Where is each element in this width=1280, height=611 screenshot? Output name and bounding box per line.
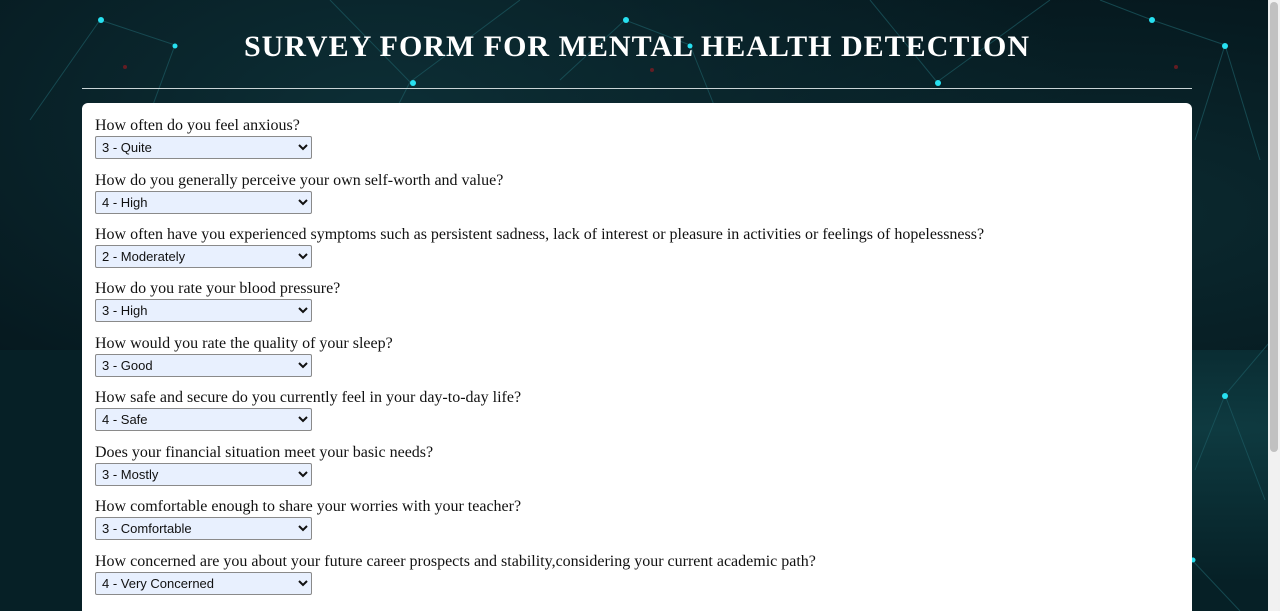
question-safety [95, 389, 521, 431]
question-self-worth [95, 172, 503, 214]
answer-select-depression-symptoms[interactable] [95, 245, 312, 268]
question-label: How often have you experienced symptoms such as persistent sadness, lack of interest or pleasure in activities or feelings of hopelessness? [95, 226, 985, 243]
answer-select-teacher-comfort[interactable] [95, 517, 312, 540]
question-career-concern [95, 553, 816, 595]
question-label: How do you rate your blood pressure? [95, 280, 341, 297]
question-depression-symptoms [95, 226, 984, 268]
page-scrollbar[interactable] [1268, 0, 1280, 611]
question-label: How would you rate the quality of your sleep? [95, 335, 393, 352]
answer-select-self-worth[interactable] [95, 191, 312, 214]
page-title: SURVEY FORM FOR MENTAL HEALTH DETECTION [243, 30, 1031, 63]
question-sleep-quality [95, 335, 393, 377]
answer-select-anxiety[interactable] [95, 136, 312, 159]
question-label: Does your financial situation meet your basic needs? [95, 444, 434, 461]
question-anxiety [95, 117, 312, 159]
question-financial [95, 444, 433, 486]
title-divider [82, 88, 1192, 89]
survey-form [82, 103, 1192, 611]
question-teacher-comfort [95, 498, 521, 540]
question-label: How do you generally perceive your own self-worth and value? [95, 172, 504, 189]
question-label: How safe and secure do you currently feel in your day-to-day life? [95, 389, 522, 406]
question-label: How often do you feel anxious? [95, 117, 300, 134]
answer-select-safety[interactable] [95, 408, 312, 431]
answer-select-blood-pressure[interactable] [95, 299, 312, 322]
question-label: How comfortable enough to share your worries with your teacher? [95, 498, 522, 515]
scrollbar-thumb[interactable] [1270, 2, 1278, 452]
answer-select-sleep-quality[interactable] [95, 354, 312, 377]
answer-select-financial[interactable] [95, 463, 312, 486]
question-label: How concerned are you about your future career prospects and stability,considering your current academic path? [95, 553, 816, 570]
question-blood-pressure [95, 280, 340, 322]
answer-select-career-concern[interactable] [95, 572, 312, 595]
